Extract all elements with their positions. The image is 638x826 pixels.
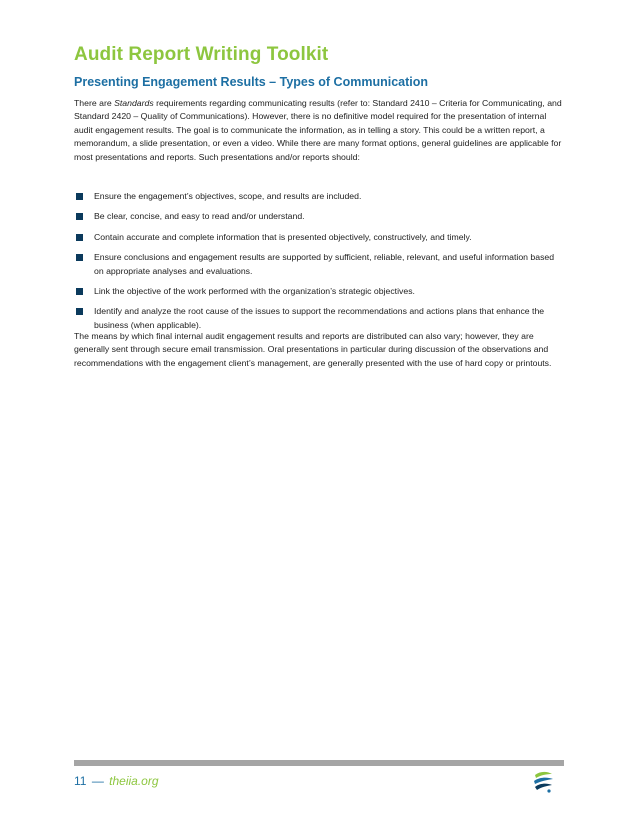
page-title: Audit Report Writing Toolkit bbox=[74, 44, 329, 65]
list-item-text: Be clear, concise, and easy to read and/or understand. bbox=[94, 211, 305, 222]
standards-emphasis: Standards bbox=[114, 98, 154, 108]
list-item bbox=[74, 251, 566, 278]
footer-divider bbox=[74, 760, 564, 766]
intro-text-rest: requirements regarding communicating results (refer to: Standard 2410 – Criteria for Communicating, and Standard 2420 – Quality of Communications). However, there is no definitive model required for the presentation of internal audit engagement results. The goal is to communicate the information, as in telling a story. This could be a written report, a memorandum, a slide presentation, or even a video. While there are many format options, general guidelines are applicable for most presentations and reports. Such presentations and/or reports should: bbox=[74, 98, 562, 162]
list-item-text: Contain accurate and complete information that is presented objectively, constructively, and timely. bbox=[94, 231, 472, 242]
square-bullet-icon bbox=[76, 254, 83, 261]
list-item-text: Ensure the engagement’s objectives, scope, and results are included. bbox=[94, 191, 362, 201]
list-item-text: Identify and analyze the root cause of the issues to support the recommendations and actions plans that enhance the business (when applicable). bbox=[94, 306, 545, 330]
list-item bbox=[74, 190, 566, 203]
closing-paragraph: The means by which final internal audit engagement results and reports are distributed can also vary; however, they are generally sent through secure email transmission. Oral presentations in particular during discussion of the observations and recommendations with the engagement client’s management, are generally presented with the use of hard copy or printouts. bbox=[74, 331, 552, 368]
site-link[interactable]: theiia.org bbox=[109, 774, 159, 788]
page-number: 11 bbox=[74, 774, 87, 788]
list-item bbox=[74, 210, 566, 223]
square-bullet-icon bbox=[76, 288, 83, 295]
footer-separator: — bbox=[91, 774, 104, 788]
guidelines-list bbox=[74, 190, 566, 339]
footer-page-info bbox=[74, 774, 159, 788]
list-item bbox=[74, 231, 566, 244]
iia-logo-icon bbox=[532, 770, 554, 794]
intro-paragraph bbox=[74, 97, 566, 164]
square-bullet-icon bbox=[76, 234, 83, 241]
list-item-text: Link the objective of the work performed with the organization’s strategic objectives. bbox=[94, 286, 415, 297]
square-bullet-icon bbox=[76, 308, 83, 315]
list-item bbox=[74, 305, 566, 332]
square-bullet-icon bbox=[76, 193, 83, 200]
intro-text-start: There are bbox=[74, 98, 115, 108]
list-item-text: Ensure conclusions and engagement results are supported by sufficient, reliable, relevant, and useful information based on appropriate analyses and evaluations. bbox=[94, 252, 555, 276]
square-bullet-icon bbox=[76, 213, 83, 220]
section-heading: Presenting Engagement Results – Types of Communication bbox=[74, 75, 428, 89]
list-item bbox=[74, 285, 566, 298]
